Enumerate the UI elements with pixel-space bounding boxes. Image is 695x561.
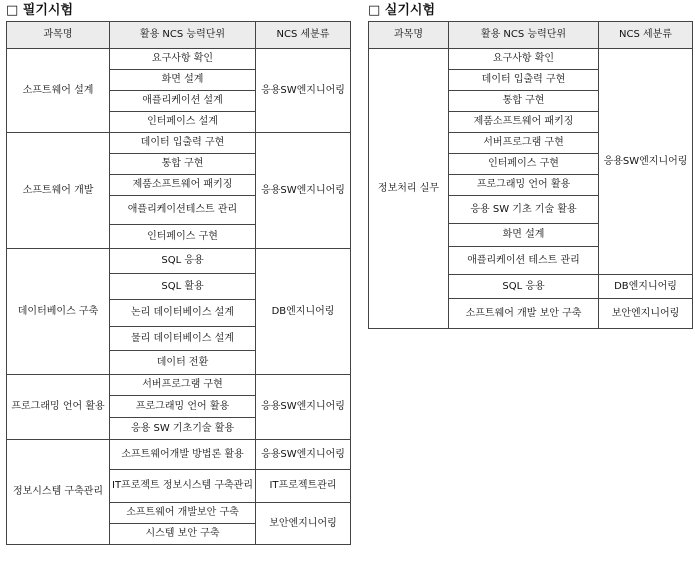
written-exam-table xyxy=(6,21,351,545)
ncs-unit: 애플리케이션 설계 xyxy=(110,91,256,112)
ncs-category: DB엔지니어링 xyxy=(256,249,351,375)
ncs-unit: 애플리케이션테스트 관리 xyxy=(110,196,256,225)
ncs-unit: 소프트웨어 개발 보안 구축 xyxy=(449,299,599,329)
ncs-unit: 인터페이스 구현 xyxy=(110,225,256,249)
ncs-unit: 데이터 입출력 구현 xyxy=(449,70,599,91)
header-subject: 과목명 xyxy=(369,22,449,49)
ncs-unit: 통합 구현 xyxy=(449,91,599,112)
practical-exam-title: □ 실기시험 xyxy=(368,3,436,18)
header-ncs-unit: 활용 NCS 능력단위 xyxy=(449,22,599,49)
ncs-unit: 소프트웨어개발 방법론 활용 xyxy=(110,440,256,470)
ncs-category: 보안엔지니어링 xyxy=(256,503,351,545)
ncs-unit: 통합 구현 xyxy=(110,154,256,175)
practical-exam-table xyxy=(368,21,693,329)
ncs-unit: 프로그래밍 언어 활용 xyxy=(449,175,599,196)
header-ncs-unit: 활용 NCS 능력단위 xyxy=(110,22,256,49)
subject-name: 프로그래밍 언어 활용 xyxy=(7,375,110,440)
ncs-unit: 데이터 입출력 구현 xyxy=(110,133,256,154)
subject-name: 소프트웨어 설계 xyxy=(7,49,110,133)
ncs-unit: 물리 데이터베이스 설계 xyxy=(110,327,256,351)
ncs-category: 응용SW엔지니어링 xyxy=(256,440,351,470)
written-exam-title: □ 필기시험 xyxy=(6,3,74,18)
ncs-unit: 인터페이스 구현 xyxy=(449,154,599,175)
ncs-category: IT프로젝트관리 xyxy=(256,470,351,503)
ncs-unit: 화면 설계 xyxy=(449,224,599,247)
ncs-unit: SQL 응용 xyxy=(110,249,256,274)
ncs-unit: IT프로젝트 정보시스템 구축관리 xyxy=(110,470,256,503)
ncs-category: DB엔지니어링 xyxy=(599,275,693,299)
ncs-unit: 인터페이스 설계 xyxy=(110,112,256,133)
ncs-unit: SQL 활용 xyxy=(110,274,256,300)
ncs-unit: 시스템 보안 구축 xyxy=(110,524,256,545)
ncs-category: 응용SW엔지니어링 xyxy=(599,49,693,275)
ncs-unit: 요구사항 확인 xyxy=(110,49,256,70)
ncs-unit: 화면 설계 xyxy=(110,70,256,91)
header-ncs-category: NCS 세분류 xyxy=(256,22,351,49)
ncs-unit: 제품소프트웨어 패키징 xyxy=(449,112,599,133)
ncs-unit: 제품소프트웨어 패키징 xyxy=(110,175,256,196)
ncs-unit: 서버프로그램 구현 xyxy=(110,375,256,396)
ncs-category: 응용SW엔지니어링 xyxy=(256,375,351,440)
ncs-category: 응용SW엔지니어링 xyxy=(256,49,351,133)
ncs-unit: SQL 응용 xyxy=(449,275,599,299)
ncs-unit: 프로그래밍 언어 활용 xyxy=(110,396,256,418)
ncs-unit: 응용 SW 기초 기술 활용 xyxy=(449,196,599,224)
ncs-category: 응용SW엔지니어링 xyxy=(256,133,351,249)
subject-name: 데이터베이스 구축 xyxy=(7,249,110,375)
header-subject: 과목명 xyxy=(7,22,110,49)
ncs-unit: 응용 SW 기초기술 활용 xyxy=(110,418,256,440)
ncs-unit: 데이터 전환 xyxy=(110,351,256,375)
ncs-unit: 애플리케이션 테스트 관리 xyxy=(449,247,599,275)
subject-name: 정보시스템 구축관리 xyxy=(7,440,110,545)
ncs-unit: 소프트웨어 개발보안 구축 xyxy=(110,503,256,524)
subject-name: 정보처리 실무 xyxy=(369,49,449,329)
subject-name: 소프트웨어 개발 xyxy=(7,133,110,249)
header-ncs-category: NCS 세분류 xyxy=(599,22,693,49)
ncs-unit: 요구사항 확인 xyxy=(449,49,599,70)
ncs-unit: 논리 데이터베이스 설계 xyxy=(110,300,256,327)
ncs-unit: 서버프로그램 구현 xyxy=(449,133,599,154)
ncs-category: 보안엔지니어링 xyxy=(599,299,693,329)
